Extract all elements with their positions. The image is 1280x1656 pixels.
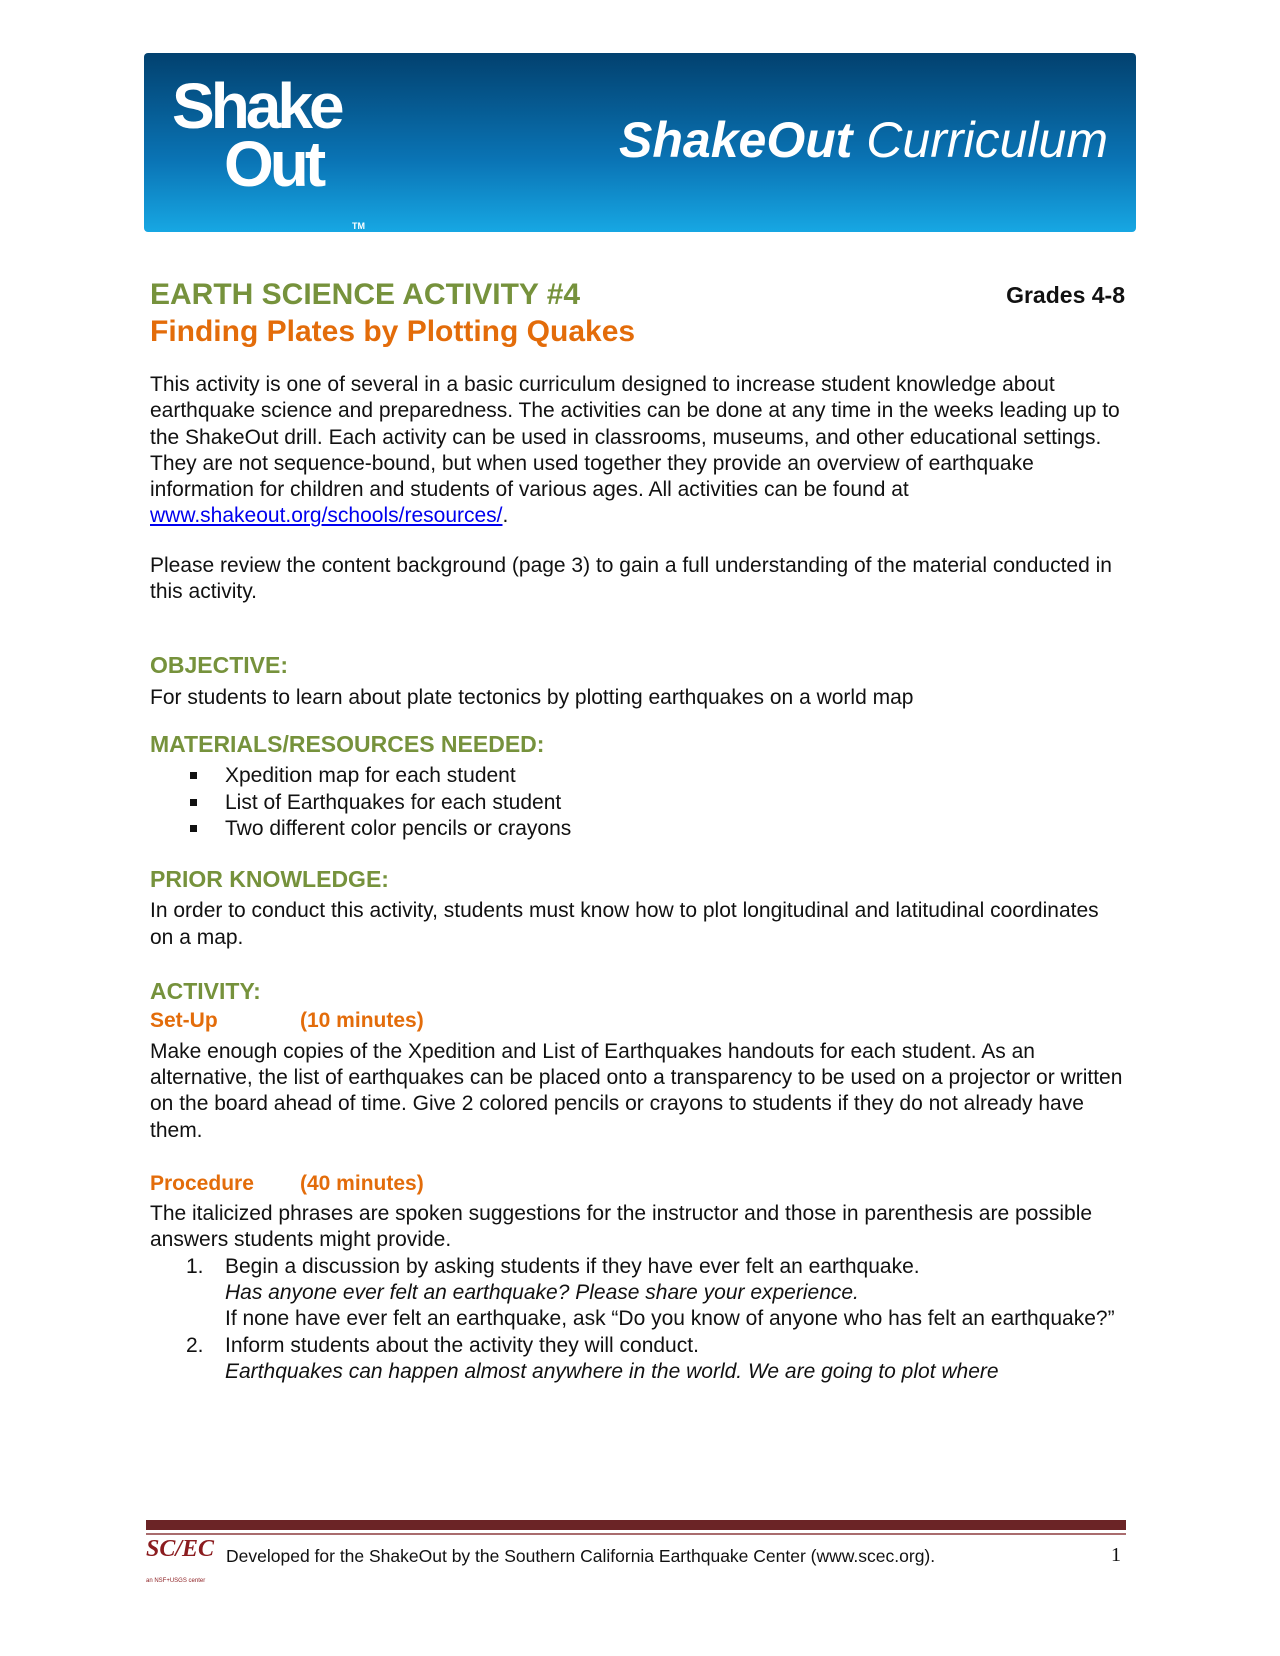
activity-heading: EARTH SCIENCE ACTIVITY #4 — [150, 278, 581, 311]
activity-title: Finding Plates by Plotting Quakes — [150, 315, 636, 348]
list-item: List of Earthquakes for each student — [190, 790, 1125, 816]
footer-divider — [146, 1520, 1126, 1530]
page-number: 1 — [1111, 1544, 1121, 1566]
review-paragraph: Please review the content background (page 3) to gain a full understanding of the material conducted in this activity. — [150, 553, 1112, 604]
resources-link[interactable]: www.shakeout.org/schools/resources/ — [150, 504, 503, 528]
step-number: 1. — [186, 1254, 204, 1278]
banner-title — [619, 111, 1108, 169]
activity-section-heading: ACTIVITY: — [150, 978, 261, 1005]
list-item: Xpedition map for each student — [190, 763, 1125, 789]
step-extra: If none have ever felt an earthquake, ask “Do you know of anyone who has felt an earthquake?” — [225, 1307, 1115, 1331]
scec-logo: SC/EC — [146, 1536, 215, 1562]
step-text: Inform students about the activity they will conduct. — [225, 1333, 699, 1357]
logo-line1: Shake — [172, 70, 341, 142]
procedure-step — [186, 1254, 1125, 1333]
step-spoken-suggestion: Earthquakes can happen almost anywhere in the world. We are going to plot where — [225, 1359, 999, 1383]
setup-heading — [150, 1008, 1125, 1034]
procedure-label: Procedure — [150, 1171, 254, 1195]
intro-paragraph — [150, 372, 1125, 530]
setup-text: Make enough copies of the Xpedition and List of Earthquakes handouts for each student. As an alternative, the list of earthquakes can be placed onto a transparency to be used on a projector or written on the board ahead of time. Give 2 colored pencils or crayons to students if they do not already have them. — [150, 1039, 1123, 1142]
header-banner — [144, 53, 1136, 232]
step-spoken-suggestion: Has anyone ever felt an earthquake? Please share your experience. — [225, 1281, 859, 1305]
banner-title-bold: ShakeOut — [619, 112, 853, 168]
prior-knowledge-text: In order to conduct this activity, students must know how to plot longitudinal and latitudinal coordinates on a map. — [150, 899, 1099, 949]
banner-title-rest: Curriculum — [852, 112, 1108, 168]
materials-list — [190, 763, 1125, 842]
shakeout-logo — [172, 70, 365, 231]
step-number: 2. — [186, 1333, 204, 1357]
procedure-step — [186, 1333, 1125, 1386]
procedure-heading — [150, 1171, 1125, 1197]
setup-time: (10 minutes) — [300, 1009, 424, 1033]
logo-line2: Out — [224, 128, 323, 200]
procedure-steps — [186, 1254, 1125, 1385]
logo-tm: TM — [352, 221, 365, 231]
objective-heading: OBJECTIVE: — [150, 652, 289, 679]
intro-text: This activity is one of several in a basic curriculum designed to increase student knowledge about earthquake science and preparedness. The activities can be done at any time in the weeks leading up to the ShakeOut drill. Each activity can be used in classrooms, museums, and other educational settings. They are not sequence-bound, but when used together they provide an overview of earthquake information for children and students of various ages. All activities can be found at — [150, 373, 1120, 502]
procedure-text: The italicized phrases are spoken suggestions for the instructor and those in parenthesis are possible answers students might provide. — [150, 1202, 1093, 1252]
procedure-time: (40 minutes) — [300, 1171, 424, 1195]
materials-heading: MATERIALS/RESOURCES NEEDED: — [150, 730, 545, 757]
setup-label: Set-Up — [150, 1009, 218, 1033]
footer-text: Developed for the ShakeOut by the Southern California Earthquake Center (www.scec.org). — [226, 1546, 936, 1566]
prior-knowledge-heading: PRIOR KNOWLEDGE: — [150, 866, 389, 893]
document-body — [150, 276, 1125, 1385]
intro-end: . — [502, 504, 509, 528]
grades-label: Grades 4-8 — [1006, 282, 1125, 308]
objective-text: For students to learn about plate tectonics by plotting earthquakes on a world map — [150, 685, 914, 709]
step-text: Begin a discussion by asking students if they have ever felt an earthquake. — [225, 1254, 920, 1278]
list-item: Two different color pencils or crayons — [190, 816, 1125, 842]
scec-logo-subtitle: an NSF+USGS center — [146, 1578, 206, 1584]
footer — [146, 1536, 1126, 1586]
